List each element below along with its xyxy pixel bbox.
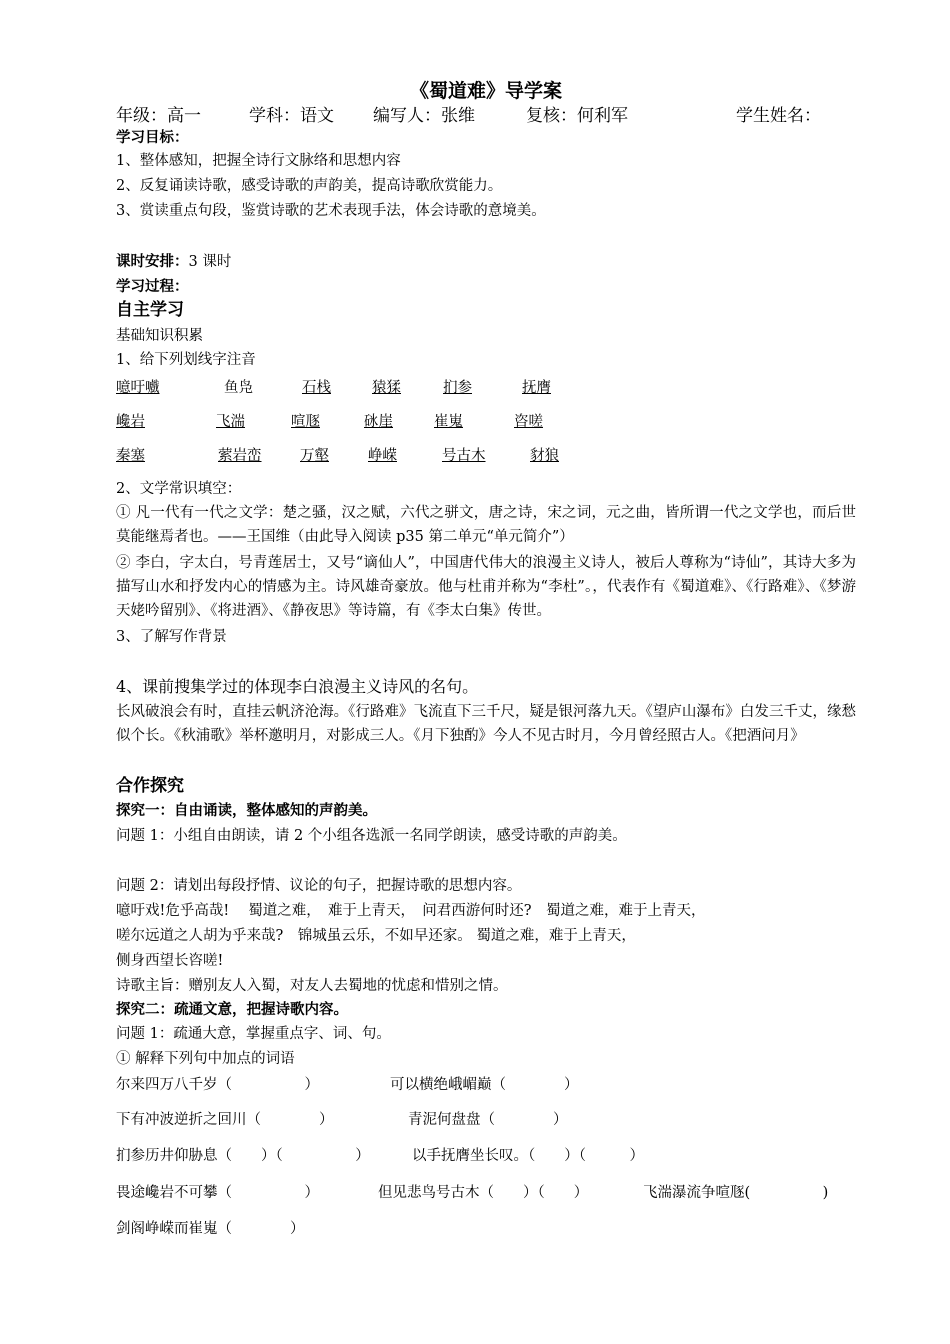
- word: 抚膺: [522, 380, 551, 396]
- word: 巉岩: [116, 414, 145, 430]
- schedule-value: 3 课时: [188, 254, 232, 270]
- word: 喧豗: [291, 414, 320, 430]
- exercise-item: 以手抚膺坐长叹。（ ）（ ）: [412, 1148, 644, 1164]
- exercise-item: 飞湍瀑流争喧豗( ): [643, 1185, 829, 1201]
- word: 秦塞: [116, 448, 145, 464]
- word: 万壑: [300, 448, 329, 464]
- word: 咨嗟: [514, 414, 543, 430]
- schedule-label: 课时安排：: [116, 254, 189, 270]
- poem-line: 嗟尔远道之人胡为乎来哉? 锦城虽云乐，不如早还家。 蜀道之难，难于上青天，: [116, 928, 636, 944]
- explore-2-q1: 问题 1：疏通大意，掌握重点字、词、句。: [116, 1026, 391, 1042]
- quotes-question: 4、课前搜集学过的体现李白浪漫主义诗风的名句。: [116, 677, 479, 696]
- grade: 年级：高一: [116, 106, 201, 126]
- self-study-heading: 自主学习: [116, 300, 184, 320]
- exercise-item: 畏途巉岩不可攀（ ）: [116, 1185, 319, 1201]
- exercise-item: 可以横绝峨嵋巅（ ）: [390, 1077, 579, 1093]
- header-info: [116, 101, 856, 125]
- word: 扪参: [443, 380, 472, 396]
- quotes-paragraph: 长风破浪会有时，直挂云帆济沧海。《行路难》飞流直下三千尺，疑是银河落九天。《望庐山瀑布》白发三千丈，缘愁似个长。《秋浦歌》举杯邀明月，对影成三人。《月下独酌》今人不见古时月，今月曾经照古人。《把酒问月》: [116, 704, 856, 744]
- poem-theme: 诗歌主旨：赠别友人入蜀，对友人去蜀地的忧虑和惜别之情。: [116, 978, 508, 994]
- lit-paragraph-1: ① 凡一代有一代之文学：楚之骚，汉之赋，六代之骈文，唐之诗，宋之词，元之曲，皆所谓一代之文学也，而后世莫能继焉者也。——王国维（由此导入阅读 p35 第二单元“单元简介”）: [116, 505, 856, 545]
- word: 豺狼: [530, 448, 559, 464]
- word: 号古木: [442, 448, 486, 464]
- lit-paragraph-2: ② 李白，字太白，号青莲居士，又号“谪仙人”，中国唐代伟大的浪漫主义诗人，被后人尊称为“诗仙”，其诗大多为描写山水和抒发内心的情感为主。诗风雄奇豪放。他与杜甫并称为“李杜”。，代表作有《蜀道难》、《行路难》、《梦游天姥吟留别》、《将进酒》、《静夜思》等诗篇，有《李太白集》传世。: [116, 555, 856, 619]
- exercise-item: 扪参历井仰胁息（ ）（ ）: [116, 1148, 370, 1164]
- schedule: [116, 252, 231, 272]
- exercise-item: 但见悲鸟号古木（ ）（ ）: [378, 1185, 589, 1201]
- poem-line: 噫吁戏!危乎高哉! 蜀道之难， 难于上青天， 问君西游何时还? 蜀道之难，难于上青天，: [116, 903, 706, 919]
- goal-item: 1、整体感知，把握全诗行文脉络和思想内容: [116, 153, 401, 169]
- subject: 学科：语文: [249, 106, 334, 126]
- exercise-item: 剑阁峥嵘而崔嵬（ ）: [116, 1221, 305, 1237]
- explore-1-q2: 问题 2：请划出每段抒情、议论的句子，把握诗歌的思想内容。: [116, 878, 522, 894]
- poem-line: 侧身西望长咨嗟!: [116, 953, 224, 969]
- word: 石栈: [302, 380, 331, 396]
- explore-1-heading: 探究一：自由诵读，整体感知的声韵美。: [116, 803, 377, 819]
- reviewer: 复核：何利军: [526, 106, 628, 126]
- exercise-item: 下有冲波逆折之回川（ ）: [116, 1112, 334, 1128]
- word: 萦岩峦: [218, 448, 262, 464]
- word: 噫吁嚱: [116, 380, 160, 396]
- author: 编写人：张维: [373, 106, 475, 126]
- background-question: 3、了解写作背景: [116, 629, 227, 645]
- exercise-item: 尔来四万八千岁（ ）: [116, 1077, 319, 1093]
- goal-item: 3、赏读重点句段，鉴赏诗歌的艺术表现手法，体会诗歌的意境美。: [116, 203, 546, 219]
- word: 峥嵘: [368, 448, 397, 464]
- explore-2-heading: 探究二：疏通文意，把握诗歌内容。: [116, 1002, 348, 1018]
- lit-question: 2、文学常识填空：: [116, 481, 242, 497]
- explore-2-sub: ① 解释下列句中加点的词语: [116, 1051, 295, 1067]
- word: 砯崖: [364, 414, 393, 430]
- student-name: 学生姓名：: [736, 106, 821, 126]
- coop-heading: 合作探究: [116, 776, 184, 796]
- page-title: 《蜀道难》导学案: [409, 80, 562, 102]
- goals-heading: 学习目标：: [116, 130, 189, 146]
- exercise-item: 青泥何盘盘（ ）: [408, 1112, 568, 1128]
- pinyin-question: 1、给下列划线字注音: [116, 352, 256, 368]
- self-study-sub: 基础知识积累: [116, 328, 203, 344]
- word: 猿猱: [372, 380, 401, 396]
- word: 飞湍: [216, 414, 245, 430]
- goal-item: 2、反复诵读诗歌，感受诗歌的声韵美，提高诗歌欣赏能力。: [116, 178, 503, 194]
- process-heading: 学习过程：: [116, 279, 189, 295]
- word: 鱼凫: [224, 380, 253, 396]
- explore-1-q1: 问题 1：小组自由朗读，请 2 个小组各选派一名同学朗读，感受诗歌的声韵美。: [116, 828, 627, 844]
- word: 崔嵬: [434, 414, 463, 430]
